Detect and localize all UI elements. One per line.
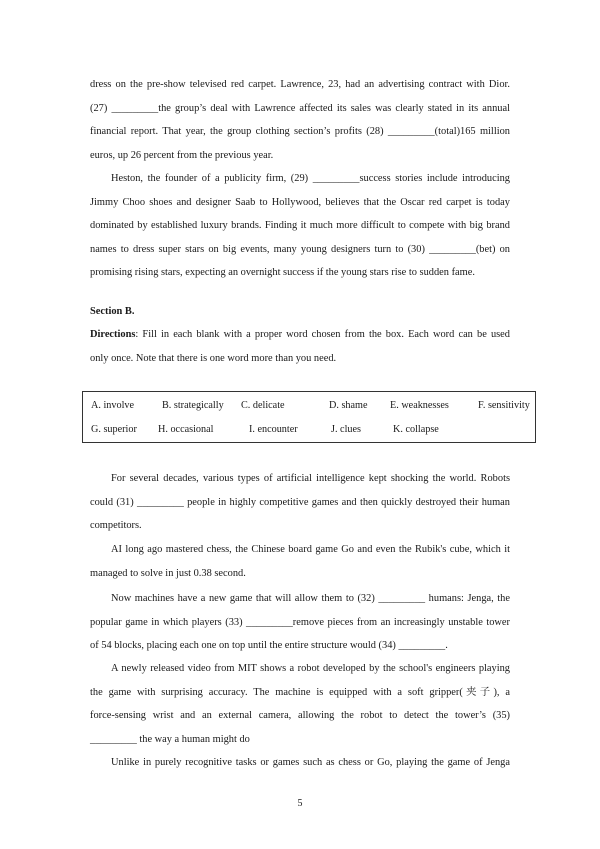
- word-option-c: C. delicate: [241, 400, 285, 411]
- text-line: promising rising stars, expecting an overnight success if the young stars rise to sudden fame.: [90, 267, 475, 279]
- word-option-g: G. superior: [91, 424, 137, 435]
- text-line: of 54 blocks, placing each one on top until the entire structure would (34) _________.: [90, 640, 448, 652]
- text-line: competitors.: [90, 520, 142, 532]
- directions-label: Directions: [90, 329, 136, 340]
- text-line: Jimmy Choo shoes and designer Saab to Hollywood, believes that the Oscar red carpet is today: [90, 196, 510, 208]
- passage-b-paragraph-5: [90, 751, 510, 775]
- text-line: A newly released video from MIT shows a robot developed by the school's engineers playing: [111, 663, 510, 674]
- text-line: AI long ago mastered chess, the Chinese board game Go and even the Rubik's cube, which it: [111, 544, 510, 555]
- word-option-h: H. occasional: [158, 424, 214, 435]
- word-option-d: D. shame: [329, 400, 368, 411]
- passage-b-paragraph-1: [90, 467, 510, 538]
- text-line: managed to solve in just 0.38 second.: [90, 567, 246, 579]
- passage-b-paragraph-2: [90, 538, 510, 585]
- page-number: 5: [297, 798, 303, 809]
- word-option-i: I. encounter: [249, 424, 298, 435]
- directions-line-2: only once. Note that there is one word more than you need.: [90, 352, 337, 364]
- word-option-b: B. strategically: [162, 400, 224, 411]
- text-line: _________ the way a human might do: [90, 733, 250, 745]
- section-b-heading: Section B.: [90, 306, 135, 317]
- word-box: [82, 391, 536, 443]
- text-line: popular game in which players (33) _________remove pieces from an increasingly unstable tower: [90, 616, 510, 628]
- passage-a-paragraph-1: [90, 73, 510, 167]
- text-line: force-sensing wrist and an external camera, allowing the robot to detect the tower’s (35): [90, 710, 510, 722]
- text-line: the game with surprising accuracy. The machine is equipped with a soft gripper(夹子), a: [90, 686, 510, 698]
- directions-text: : Fill in each blank with a proper word chosen from the box. Each word can be used: [135, 329, 510, 340]
- passage-a-paragraph-2: [90, 167, 510, 285]
- passage-b-paragraph-3: [90, 587, 510, 658]
- word-option-a: A. involve: [91, 400, 135, 411]
- passage-b-paragraph-4: [90, 657, 510, 751]
- directions: [90, 323, 510, 370]
- text-line: financial report. That year, the group clothing section’s profits (28) _________(total)165 million: [90, 126, 510, 138]
- text-line: dominated by established luxury brands. Finding it much more difficult to compete with big brand: [90, 220, 510, 232]
- word-option-k: K. collapse: [393, 424, 439, 435]
- text-line: euros, up 26 percent from the previous year.: [90, 149, 274, 161]
- text-line: names to dress super stars on big events, many young designers turn to (30) _________(bet) on: [90, 243, 510, 255]
- text-line: Heston, the founder of a publicity firm, (29) _________success stories include introducing: [111, 173, 510, 184]
- word-option-f: F. sensitivity: [478, 400, 530, 411]
- word-option-j: J. clues: [331, 424, 361, 435]
- text-line: Unlike in purely recognitive tasks or games such as chess or Go, playing the game of Jenga: [111, 757, 510, 768]
- text-line: For several decades, various types of artificial intelligence kept shocking the world. Robots: [111, 473, 510, 484]
- text-line: (27) _________the group’s deal with Lawrence affected its sales was clearly stated in its annual: [90, 102, 510, 114]
- text-line: dress on the pre-show televised red carpet. Lawrence, 23, had an advertising contract with Dior.: [90, 79, 510, 90]
- text-line: Now machines have a new game that will allow them to (32) _________ humans: Jenga, the: [111, 593, 510, 604]
- text-line: could (31) _________ people in highly competitive games and then quickly destroyed their human: [90, 496, 510, 508]
- word-option-e: E. weaknesses: [390, 400, 449, 411]
- directions-line-1: [90, 323, 510, 347]
